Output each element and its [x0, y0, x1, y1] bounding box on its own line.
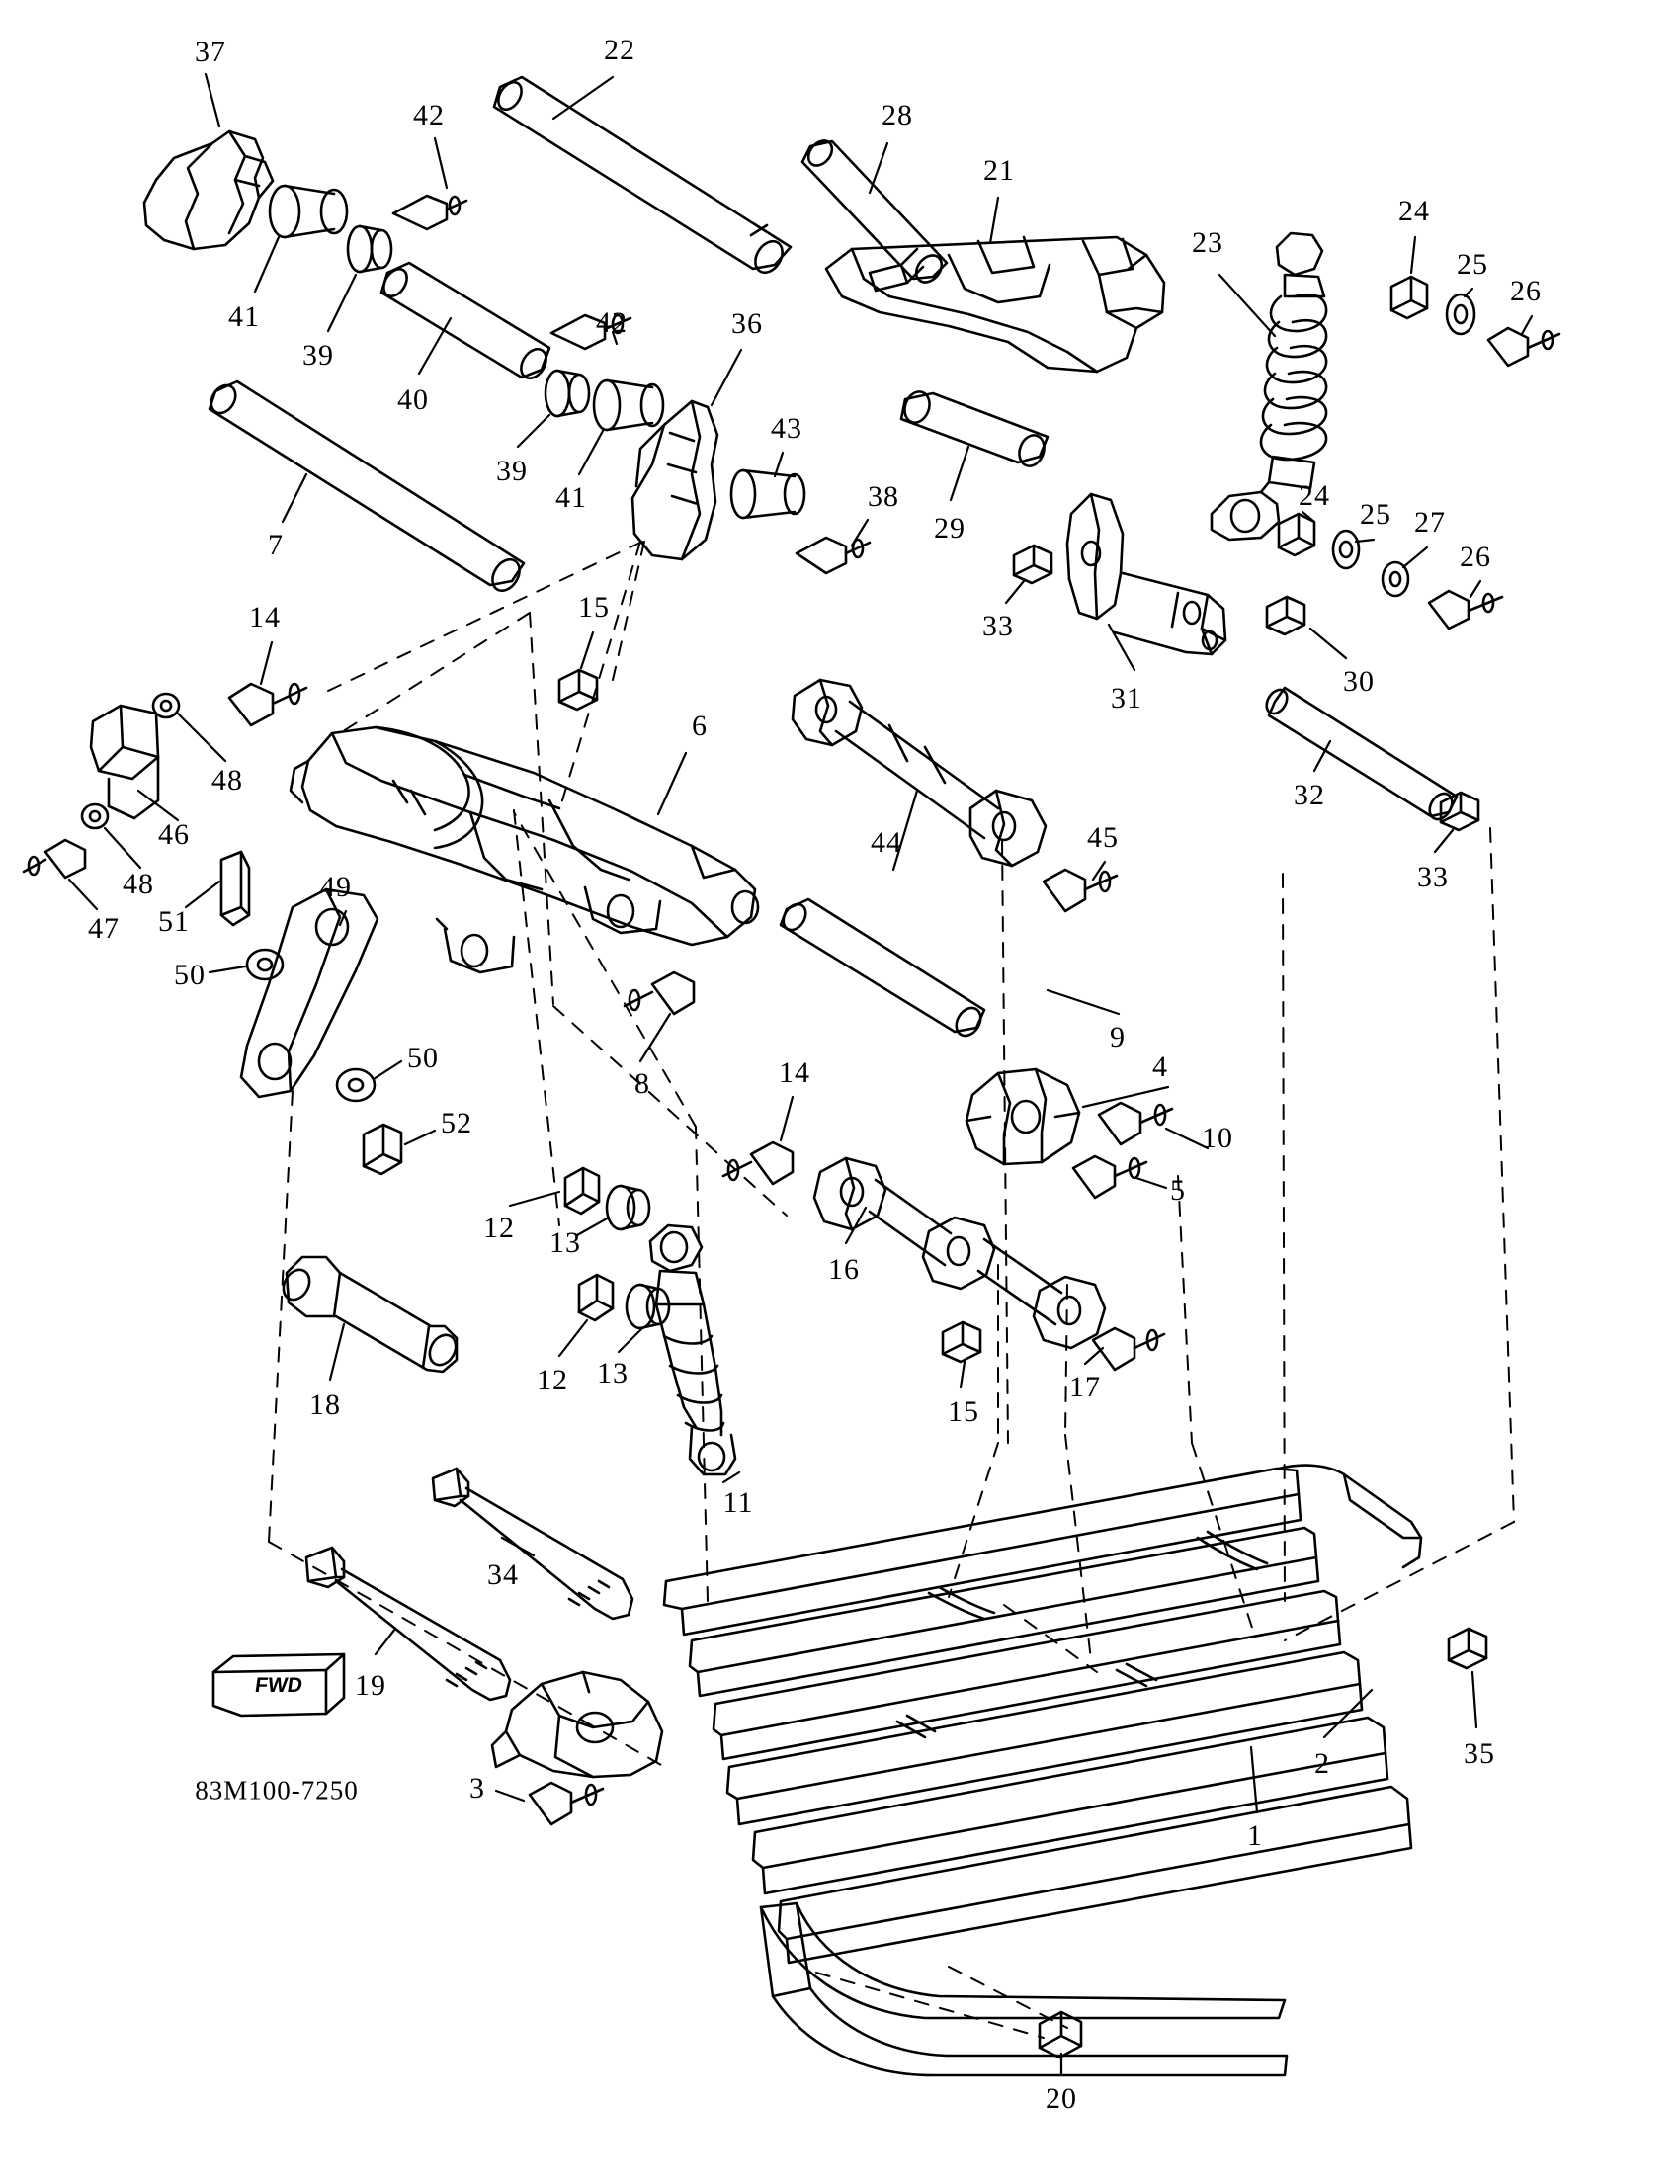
callout-number-46[interactable]: 46 — [158, 818, 190, 851]
part-9-shaft — [779, 899, 985, 1041]
callout-number-49[interactable]: 49 — [320, 871, 352, 903]
callout-number-20[interactable]: 20 — [1046, 2082, 1077, 2115]
part-35-nut — [1449, 1629, 1486, 1668]
callout-number-35[interactable]: 35 — [1464, 1737, 1495, 1770]
callout-number-41[interactable]: 41 — [555, 481, 587, 514]
part-47-bolt — [24, 840, 85, 878]
callout-number-27[interactable]: 27 — [1414, 506, 1446, 539]
part-52-bushing — [364, 1125, 401, 1174]
callout-number-22[interactable]: 22 — [604, 34, 635, 66]
callout-number-12[interactable]: 12 — [483, 1212, 515, 1244]
part-7-shaft — [207, 380, 525, 595]
part-4-bracket — [966, 1069, 1079, 1164]
part-15-nut-b — [943, 1322, 980, 1362]
callout-number-51[interactable]: 51 — [158, 905, 190, 938]
part-48-washer-a — [153, 694, 179, 717]
part-31-bracket — [1067, 494, 1225, 654]
part-45-bolt — [1044, 870, 1117, 911]
part-29-rod — [900, 388, 1048, 469]
callout-number-25[interactable]: 25 — [1457, 248, 1488, 281]
part-40-shaft — [379, 263, 551, 382]
callout-number-23[interactable]: 23 — [1192, 226, 1223, 259]
part-13-bushing-a — [607, 1186, 649, 1229]
part-26-bolt-b — [1429, 591, 1502, 629]
callout-number-9[interactable]: 9 — [1110, 1021, 1126, 1053]
callout-number-8[interactable]: 8 — [634, 1067, 650, 1100]
part-21-swingarm — [826, 237, 1164, 372]
callout-number-43[interactable]: 43 — [771, 412, 802, 445]
part-5-bolt — [1073, 1156, 1146, 1198]
callout-number-15[interactable]: 15 — [948, 1395, 979, 1428]
part-code-label: 83M100-7250 — [195, 1775, 359, 1806]
callout-number-38[interactable]: 38 — [868, 480, 899, 513]
callout-number-28[interactable]: 28 — [882, 99, 913, 131]
part-34-long-bolt — [433, 1469, 632, 1619]
callout-number-47[interactable]: 47 — [88, 912, 120, 945]
part-30-nut — [1267, 597, 1304, 634]
callout-number-33[interactable]: 33 — [982, 610, 1014, 642]
callout-number-31[interactable]: 31 — [1111, 682, 1142, 714]
part-13-bushing-b — [627, 1285, 669, 1328]
callout-number-50[interactable]: 50 — [407, 1042, 439, 1074]
callout-number-34[interactable]: 34 — [487, 1558, 519, 1591]
callout-number-30[interactable]: 30 — [1343, 665, 1375, 698]
part-41-bushing-a — [270, 186, 347, 237]
part-11-front-shock — [650, 1225, 735, 1474]
callout-number-24[interactable]: 24 — [1398, 195, 1430, 227]
part-51-bolt — [221, 852, 249, 925]
callout-number-14[interactable]: 14 — [249, 601, 281, 633]
callout-number-21[interactable]: 21 — [983, 154, 1015, 187]
part-front-mount-bracket — [492, 1672, 662, 1777]
part-46-block — [91, 706, 158, 818]
part-18-damper — [279, 1257, 462, 1372]
part-44-rod — [793, 680, 1046, 866]
callout-number-45[interactable]: 45 — [1087, 821, 1119, 854]
callout-number-7[interactable]: 7 — [268, 529, 284, 561]
part-37-bracket — [144, 131, 273, 249]
callout-number-32[interactable]: 32 — [1294, 779, 1325, 811]
callout-number-24[interactable]: 24 — [1299, 479, 1330, 512]
callout-number-17[interactable]: 17 — [1069, 1371, 1101, 1403]
callout-number-37[interactable]: 37 — [195, 36, 226, 68]
part-39-collar-b — [546, 371, 589, 416]
callout-number-50[interactable]: 50 — [174, 959, 206, 991]
part-22-shaft — [494, 77, 791, 278]
part-3-bolt — [530, 1783, 603, 1824]
callout-number-42[interactable]: 42 — [596, 306, 628, 339]
callout-number-26[interactable]: 26 — [1510, 275, 1542, 307]
callout-number-10[interactable]: 10 — [1202, 1122, 1233, 1154]
callout-number-26[interactable]: 26 — [1460, 541, 1491, 573]
part-48-washer-b — [82, 804, 108, 828]
part-43-collar — [731, 470, 804, 518]
part-24-collar-b — [1279, 514, 1314, 555]
callout-number-5[interactable]: 5 — [1170, 1174, 1186, 1207]
part-42-bolt-a — [393, 196, 466, 229]
part-6-rear-arm — [291, 727, 758, 972]
callout-number-6[interactable]: 6 — [692, 710, 708, 742]
callout-number-48[interactable]: 48 — [211, 764, 243, 797]
callout-number-14[interactable]: 14 — [779, 1056, 810, 1089]
callout-number-44[interactable]: 44 — [871, 826, 902, 859]
part-10-bolt — [1099, 1103, 1172, 1144]
part-38-bolt — [797, 538, 870, 573]
part-33-nut-b — [1441, 793, 1478, 830]
part-28-shaft — [802, 136, 947, 288]
callout-number-25[interactable]: 25 — [1360, 498, 1391, 531]
part-14-bolt-a — [229, 684, 306, 725]
callout-number-12[interactable]: 12 — [537, 1364, 568, 1396]
callout-number-29[interactable]: 29 — [934, 512, 966, 545]
callout-number-16[interactable]: 16 — [828, 1253, 860, 1286]
part-41-bushing-b — [594, 380, 663, 430]
part-39-collar-a — [348, 226, 391, 272]
callout-number-42[interactable]: 42 — [413, 99, 445, 131]
callout-number-41[interactable]: 41 — [228, 300, 260, 333]
part-25-washer-b — [1333, 531, 1359, 568]
callout-number-11[interactable]: 11 — [722, 1486, 754, 1519]
callout-number-40[interactable]: 40 — [397, 383, 429, 416]
part-50-washer-b — [337, 1069, 375, 1101]
callout-number-39[interactable]: 39 — [496, 455, 528, 487]
part-19-long-bolt — [306, 1548, 510, 1700]
part-12-bushing-b — [579, 1275, 613, 1320]
callout-number-4[interactable]: 4 — [1152, 1050, 1168, 1083]
callout-number-3[interactable]: 3 — [469, 1772, 485, 1805]
callout-number-39[interactable]: 39 — [302, 339, 334, 372]
part-32-shaft — [1262, 686, 1457, 823]
part-33-nut-a — [1014, 546, 1051, 583]
callout-number-36[interactable]: 36 — [731, 307, 763, 340]
part-12-bushing-a — [565, 1168, 599, 1214]
callout-number-18[interactable]: 18 — [309, 1388, 341, 1421]
callout-number-33[interactable]: 33 — [1417, 861, 1449, 893]
part-17-bolt — [1093, 1328, 1164, 1370]
callout-number-13[interactable]: 13 — [597, 1357, 629, 1389]
callout-number-15[interactable]: 15 — [578, 591, 610, 624]
callout-number-52[interactable]: 52 — [441, 1107, 472, 1139]
part-15-nut-a — [559, 670, 597, 710]
part-14-bolt-b — [723, 1142, 793, 1184]
callout-number-19[interactable]: 19 — [355, 1669, 386, 1702]
part-24-collar-a — [1391, 277, 1427, 318]
callout-number-13[interactable]: 13 — [549, 1226, 581, 1259]
fwd-marker-label: FWD — [253, 1674, 304, 1697]
part-26-bolt-a — [1488, 328, 1559, 366]
part-49-link — [241, 889, 378, 1097]
callout-number-1[interactable]: 1 — [1247, 1819, 1263, 1852]
callout-number-48[interactable]: 48 — [123, 868, 154, 900]
part-8-bolt — [625, 972, 694, 1014]
part-1-2-slide-rails — [664, 1466, 1421, 1963]
part-25-washer-a — [1447, 294, 1474, 334]
callout-number-2[interactable]: 2 — [1314, 1747, 1330, 1780]
